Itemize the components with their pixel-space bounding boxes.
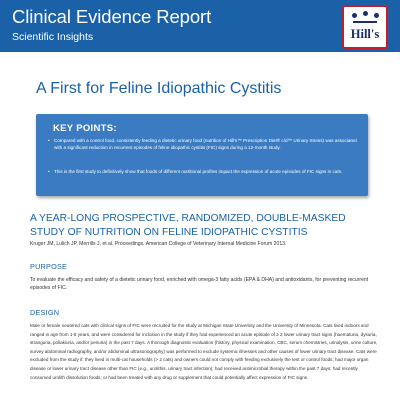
study-title: A YEAR-LONG PROSPECTIVE, RANDOMIZED, DOUBLE-MASKED STUDY OF NUTRITION ON FELINE IDIOPATHIC CYSTITIS [30,213,346,238]
logo-line [353,21,377,23]
logo-dot-icon [374,13,379,18]
logo-dot-icon [363,11,368,16]
purpose-heading: PURPOSE [30,262,68,271]
design-heading: DESIGN [30,308,60,317]
report-title: Clinical Evidence Report [12,6,212,27]
logo-dot-icon [352,13,357,18]
key-point-item: • This is the first study to definitively show that foods of different nutritional profiles impact the expression of acute episodes of FIC signs in cats. [54,168,360,175]
hills-logo [342,5,388,49]
logo-text: Hill's [350,27,380,41]
report-header [0,0,400,52]
page-title: A First for Feline Idiopathic Cystitis [36,80,282,97]
key-points-heading: KEY POINTS: [53,123,117,134]
design-text: Male or female neutered cats with clinical signs of FIC were recruited for the study at Michigan State University and the University of Minnesota. Cats lived indoors and ranged in age from 1-8 years, and were considered for inclusion in the study if they had experienced an acute episode of ≥ 2 lower urinary tract signs (haematuria, dysuria, stranguria, pollakiuria, and/or periuria) in the past 7 days. A thorough diagnostic evaluation (history, physical examination, CBC, serum chemistries, urinalysis, urine culture, survey abdominal radiography, and/or abdominal ultrasonography) was performed to exclude systemic illnesses and other causes of lower urinary tract disease. Cats were excluded from the study if: they lived in multi-cat households (> 2 cats) and owners could not comply with feeding exclusively the test or control foods; had major organ disease or lower urinary tract disease other than FIC (e.g., urolithis, urinary tract infection); had received antimicrobial therapy within the past 7 days; had recently consumed urolith dissolution foods; or had been treated with any drug or supplement that could potentially affect expression of FIC signs. [30,323,378,380]
purpose-text: To evaluate the efficacy and safety of a dietetic urinary food, enriched with omega-3 fatty acids (EPA & DHA) and antioxidants, for preventing recurrent episodes of FIC. [30,277,369,291]
report-subtitle: Scientific Insights [12,31,94,43]
key-point-item: • Compared with a control food, consistently feeding a dietetic urinary food (nutrition of Hill's™ Prescription Diet® c/d™ Urinary Stress) was associated with a significant reduction in recurrent episodes of feline idiopathic cystitis (FIC) signs during a 12-month study. [54,137,360,151]
citation: Kruger JM, Lulich JP, Merrills J, et al. Proceedings. American College of Veterinary Internal Medicine Forum 2013. [30,241,287,247]
